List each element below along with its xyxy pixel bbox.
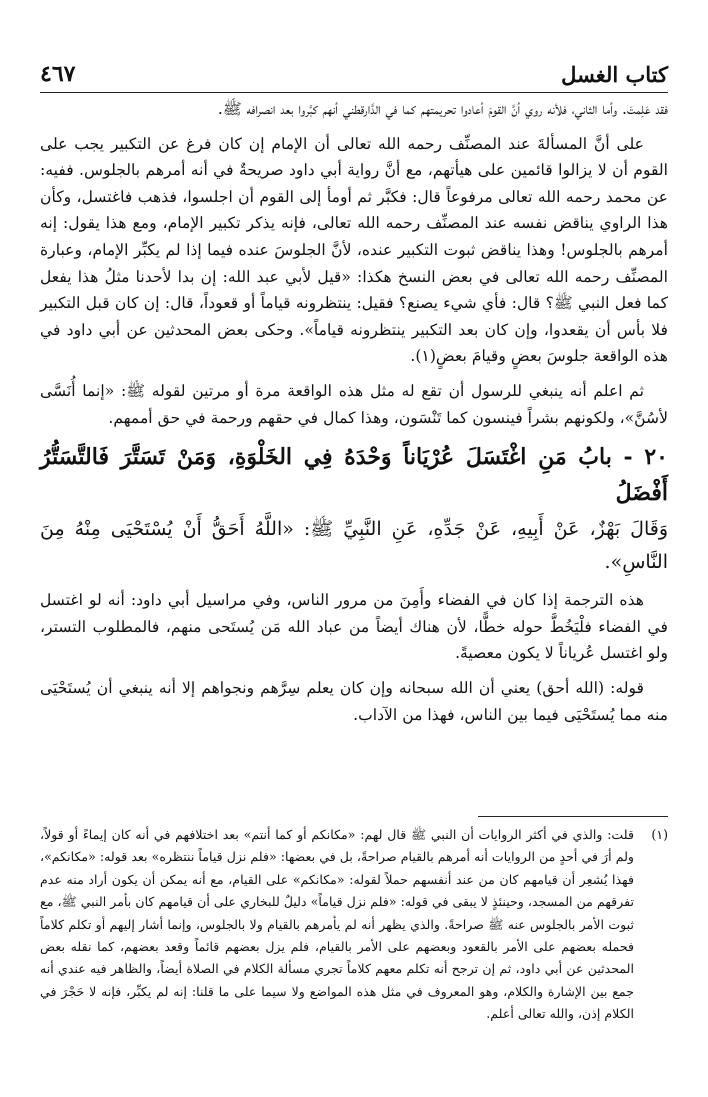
- footnote-number: (١): [651, 827, 668, 842]
- page-body: [40, 96, 668, 736]
- chapter-title: ٢٠ - بابُ مَنِ اغْتَسَلَ عُرْيَاناً وَحْدَهُ فِي الخَلْوَةِ، وَمَنْ تَسَتَّرَ فَالتَّسَتُّرُ أَفْضَلُ: [40, 444, 668, 507]
- footnote-separator: [478, 816, 668, 817]
- footnote: [40, 824, 668, 1026]
- footnote-text: قلت: والذي في أكثر الروايات أن النبي ﷺ قال لهم: «مكانكم أو كما أنتم» بعد اختلافهم في أنه كان إيماءً أو قولاً، ولم أرَ في أحدٍ من الروايات أنه أمرهم بالقيام صراحةً، بل في بعضها: «فلم نزل قياماً ننتظره» بعد قوله: «مكانكم»، فهذا يُشعِر أن قيامهم كان من عند أنفسهم حملاً لقوله: «مكانكم» على القيام، مع أنه يمكن أن يكون أراد منه عدم تفرقهم من المسجد، وحينئذٍ لا يبقى في قوله: «فلم نزل قياماً» دليلٌ للبخاري على أن قيامهم كان بأمر النبي ﷺ، مع ثبوت الأمر بالجلوس عنه ﷺ صراحةً. والذي يظهر أنه لم يأمرهم بالقيام ولا بالجلوس، وإنما أشار إليهم أو تكلم كلاماً فحمله بعضهم على الأمر بالقعود وبعضهم على الأمر بالقيام، فلم يزل بعضهم قائماً وقعد بعضهم، كما نقله بعض المحدثين عن أبي داود، ثم إن ترجح أنه تكلم معهم كلاماً تجري مسألة الكلام في الصلاة أيضاً، والظاهر فيه عندي أنه جمع بين الإشارة والكلام، وهو المعروف في مثل هذه المواضع ولا سيما على ما قلنا: إنه لم يكبِّر، فإنه لا حَجْرَ في الكلام إذن، والله تعالى أعلم.: [40, 827, 634, 1022]
- book-title: كتاب الغسل: [561, 62, 668, 87]
- paragraph: ثم اعلم أنه ينبغي للرسول أن تقع له مثل هذه الواقعة مرة أو مرتين لقوله ﷺ: «إنما أُنَسَّى لأسُنَّ»، ولكونهم بشراً فينسون كما تَنْسَون، وهذا كمال في حقهم ورحمة في حق أممهم.: [40, 381, 668, 427]
- paragraph: هذه الترجمة إذا كان في الفضاء وأَمِنَ من مرور الناس، وفي مراسيل أبي داود: أنه لو اغتسل في الفضاء فلْيَخُطَّ حوله خطًّا، لأن هناك أيضاً من عباد الله مَن يُستَحى منهم، فالمطلوب التستر، ولو اغتسل عُرياناً لا يكون معصيةً.: [40, 591, 668, 663]
- page-header: [40, 52, 668, 93]
- paragraph: قوله: (الله أحق) يعني أن الله سبحانه وإن كان يعلم سِرَّهم ونجواهم إلا أنه ينبغي أن يُستَحْيَى منه مما يُستَحْيَى فيما بين الناس، فهذا من الآداب.: [40, 678, 668, 724]
- paragraph: فقد عَلِمتَ. وأما الثاني، فلأنه روي أنَّ القومَ أعادوا تحريمتهم كما في الدَّارقطني أنهم كبَّروا بعد انصرافه ﷺ.: [217, 100, 668, 118]
- chapter-hadith: وَقَالَ بَهْزٌ، عَنْ أَبِيهِ، عَنْ جَدِّهِ، عَنِ النَّبِيِّ ﷺ: «اللَّهُ أَحَقُّ أَنْ يُسْتَحْيَى مِنْهُ مِنَ النَّاسِ».: [40, 518, 668, 574]
- page-number: ٤٦٧: [40, 61, 76, 87]
- paragraph: على أنَّ المسألةَ عند المصنِّف رحمه الله تعالى أن الإمام إن كان فرغ عن التكبير يجب على القوم أن لا يزالوا قائمين على هيأتهم، مع أنَّ رواية أبي داود صريحةٌ في أنه أمرهم بالجلوس. ففيه: عن محمد رحمه الله تعالى مرفوعاً قال: فكبَّر ثم أومأ إلى القوم أن اجلسوا، فذهب فاغتسل، وكأن هذا الراوي يناقض نفسه عند المصنِّف رحمه الله تعالى، فإنه يذكر تكبير الإمام، ومع هذا يقول: إنه أمرهم بالجلوس! وهذا يناقض ثبوت التكبير عنده، لأنَّ الجلوسَ عنده فيما إذا لم يكبِّر الإمام، وعبارة المصنِّف رحمه الله تعالى في بعض النسخ هكذا: «قيل لأبي عبد الله: إن بدا لأحدنا مثلُ هذا يفعل كما فعل النبي ﷺ؟ قال: فأي شيء يصنع؟ فقيل: ينتظرونه قياماً أو قعوداً، قال: إن كان قبل التكبير فلا بأس أن يقعدوا، وإن كان بعد التكبير ينتظرونه قياماً». وحكى بعض المحدثين عن أبي داود في هذه الواقعة جلوسَ بعضٍ وقيامَ بعضٍ(١).: [40, 134, 668, 366]
